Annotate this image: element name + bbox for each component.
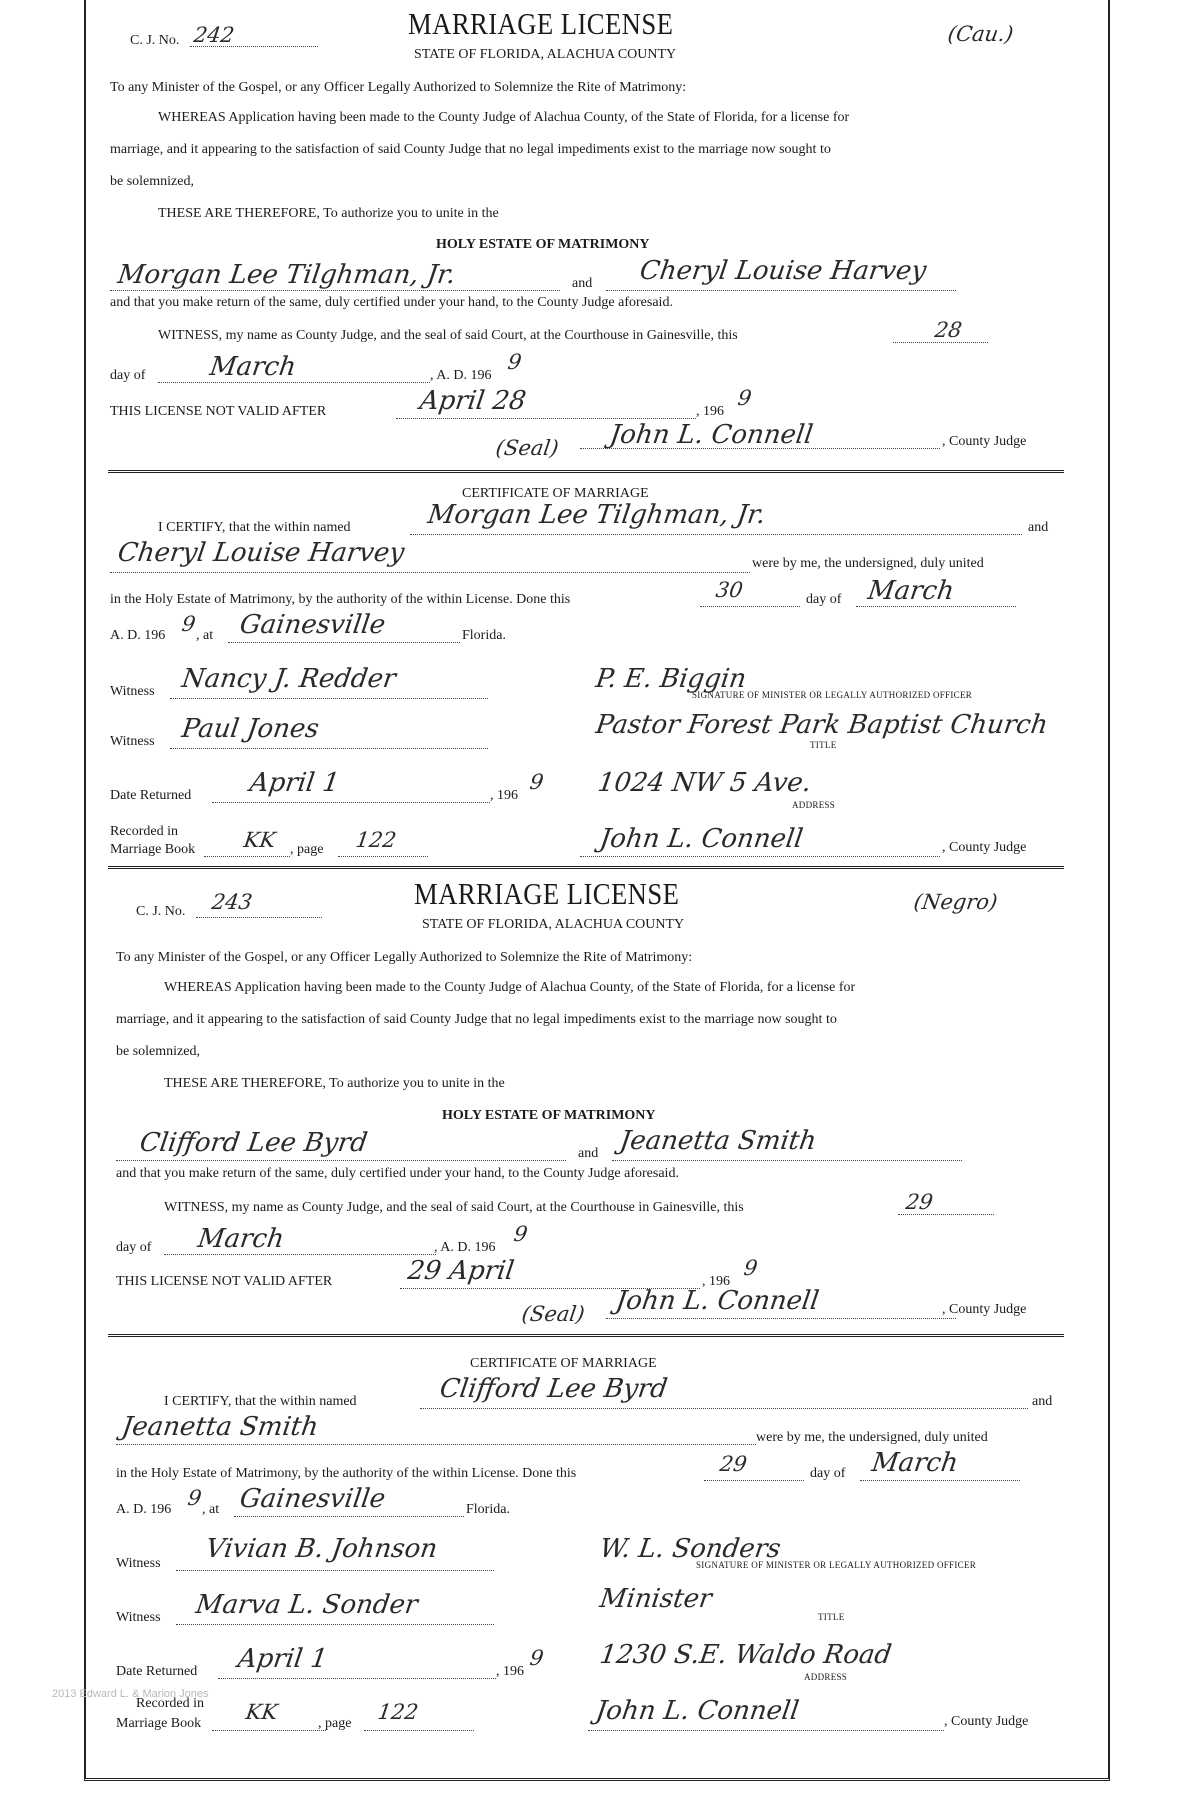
cj-label: C. J. No. [136,904,186,919]
day-of-label-2: day of [810,1466,846,1481]
and-label: and [572,276,593,291]
signature-label: SIGNATURE OF MINISTER OR LEGALLY AUTHORIZED OFFICER [696,1560,977,1570]
witness-label-1: Witness [110,684,155,699]
section-divider [108,470,1064,473]
these-are-therefore: THESE ARE THEREFORE, To authorize you to unite in the [158,206,499,221]
date-returned-label: Date Returned [110,788,192,803]
not-valid-label: THIS LICENSE NOT VALID AFTER [110,404,327,419]
page-number: 122 [354,828,398,852]
county-judge-signature-2: John L. Connell [593,1696,801,1726]
witness-label-2: Witness [110,734,155,749]
done-month: March [865,576,956,606]
whereas-line-3: be solemnized, [110,174,194,189]
returned-year-digit: 9 [528,1646,546,1670]
bride-name: Jeanetta Smith [617,1126,819,1156]
day-of-label: day of [110,368,146,383]
witness-1-signature: Nancy J. Redder [179,664,398,694]
witness-label-1: Witness [116,1556,161,1571]
return-line: and that you make return of the same, duly certified under your hand, to the County Judge aforesaid. [116,1166,679,1181]
county-judge-label-2: , County Judge [942,840,1027,855]
officer-title: Pastor Forest Park Baptist Church [593,710,1050,740]
valid-year-digit: 9 [736,386,754,410]
license-subtitle: STATE OF FLORIDA, ALACHUA COUNTY [422,917,685,932]
seal-mark: (Seal) [494,436,561,460]
witness-1-signature: Vivian B. Johnson [203,1534,440,1564]
done-day: 30 [714,578,745,602]
county-judge-label: , County Judge [942,434,1027,449]
address-label: ADDRESS [804,1672,848,1682]
book-number: KK [242,828,278,852]
book-number: KK [244,1700,280,1724]
holy-estate-heading: HOLY ESTATE OF MATRIMONY [436,237,650,252]
marriage-book-label: Marriage Book [110,842,196,857]
officer-signature: P. E. Biggin [593,664,749,694]
were-by-me: were by me, the undersigned, duly united [752,556,984,571]
whereas-line-1: WHEREAS Application having been made to the County Judge of Alachua County, of the State of Florida, for a license for [164,980,856,995]
certificate-title: CERTIFICATE OF MARRIAGE [470,1356,657,1371]
ad-label-2: A. D. 196 [110,628,166,643]
bride-name: Cheryl Louise Harvey [637,256,929,286]
holy-estate-line: in the Holy Estate of Matrimony, by the authority of the within License. Done this [116,1466,577,1481]
to-line: To any Minister of the Gospel, or any Officer Legally Authorized to Solemnize the Rite of Matrimony: [110,80,687,95]
witness-line: WITNESS, my name as County Judge, and the seal of said Court, at the Courthouse in Gainesville, this [158,328,738,343]
day-of-label: day of [116,1240,152,1255]
county-judge-signature: John L. Connell [607,420,815,450]
page-label: , page [318,1716,352,1731]
certificate-and: and [1032,1394,1053,1409]
seal-mark: (Seal) [520,1302,587,1326]
ad-label: , A. D. 196 [434,1240,496,1255]
valid-until-date: 29 April [405,1256,516,1286]
officer-signature: W. L. Sonders [597,1534,783,1564]
whereas-line-1: WHEREAS Application having been made to the County Judge of Alachua County, of the State of Florida, for a license for [158,110,850,125]
date-returned: April 1 [247,768,342,798]
valid-year-prefix: , 196 [702,1274,730,1289]
marriage-book-label: Marriage Book [116,1716,202,1731]
county-judge-signature: John L. Connell [613,1286,821,1316]
title-label: TITLE [810,740,837,750]
returned-year-digit: 9 [528,770,546,794]
done-day: 29 [718,1452,749,1476]
i-certify-label: I CERTIFY, that the within named [158,520,351,535]
and-label: and [578,1146,599,1161]
marriage-place: Gainesville [237,610,388,640]
license-month: March [207,352,298,382]
florida-label: Florida. [466,1502,510,1517]
done-year-digit: 9 [180,612,198,636]
florida-label: Florida. [462,628,506,643]
returned-year-prefix: , 196 [490,788,518,803]
valid-until-date: April 28 [417,386,528,416]
license-subtitle: STATE OF FLORIDA, ALACHUA COUNTY [414,47,677,62]
year-digit: 9 [506,350,524,374]
whereas-line-2: marriage, and it appearing to the satisfaction of said County Judge that no legal impediments exist to the marriage now sought to [110,142,831,157]
officer-title: Minister [597,1584,714,1614]
signature-label: SIGNATURE OF MINISTER OR LEGALLY AUTHORIZED OFFICER [692,690,973,700]
holy-estate-heading: HOLY ESTATE OF MATRIMONY [442,1108,656,1123]
day-of-label-2: day of [806,592,842,607]
officer-address: 1230 S.E. Waldo Road [597,1640,894,1670]
witness-line: WITNESS, my name as County Judge, and the seal of said Court, at the Courthouse in Gainesville, this [164,1200,744,1215]
license-title: MARRIAGE LICENSE [408,6,674,41]
page-number: 122 [376,1700,420,1724]
witness-2-signature: Marva L. Sonder [193,1590,420,1620]
section-divider [108,866,1064,869]
at-label: , at [196,628,214,643]
returned-year-prefix: , 196 [496,1664,524,1679]
cj-number: 243 [210,890,254,914]
recorded-in-label: Recorded in [110,824,179,839]
cj-label: C. J. No. [130,33,180,48]
whereas-line-2: marriage, and it appearing to the satisfaction of said County Judge that no legal impediments exist to the marriage now sought to [116,1012,837,1027]
county-judge-label-2: , County Judge [944,1714,1029,1729]
copyright-watermark: 2013 Edward L. & Marion Jones [52,1688,209,1700]
section-divider [108,1334,1064,1337]
year-digit: 9 [512,1222,530,1246]
valid-year-digit: 9 [742,1256,760,1280]
whereas-line-3: be solemnized, [116,1044,200,1059]
recorded-in-label: Recorded in [136,1696,205,1711]
certificate-groom: Clifford Lee Byrd [437,1374,670,1404]
race-note: (Cau.) [946,22,1015,46]
certificate-bride: Jeanetta Smith [119,1412,321,1442]
marriage-place: Gainesville [237,1484,388,1514]
done-year-digit: 9 [186,1486,204,1510]
return-line: and that you make return of the same, duly certified under your hand, to the County Judge aforesaid. [110,295,673,310]
license-title: MARRIAGE LICENSE [414,876,680,911]
not-valid-label: THIS LICENSE NOT VALID AFTER [116,1274,333,1289]
witness-2-signature: Paul Jones [179,714,321,744]
license-month: March [195,1224,286,1254]
ad-label: , A. D. 196 [430,368,492,383]
groom-name: Morgan Lee Tilghman, Jr. [115,260,458,290]
witness-day: 28 [933,318,964,342]
certificate-bride: Cheryl Louise Harvey [115,538,407,568]
certificate-groom: Morgan Lee Tilghman, Jr. [425,500,768,530]
race-note: (Negro) [912,890,1000,914]
address-label: ADDRESS [792,800,836,810]
holy-estate-line: in the Holy Estate of Matrimony, by the authority of the within License. Done this [110,592,571,607]
county-judge-signature-2: John L. Connell [597,824,805,854]
page-label: , page [290,842,324,857]
valid-year-prefix: , 196 [696,404,724,419]
these-are-therefore: THESE ARE THEREFORE, To authorize you to unite in the [164,1076,505,1091]
certificate-and: and [1028,520,1049,535]
to-line: To any Minister of the Gospel, or any Officer Legally Authorized to Solemnize the Rite of Matrimony: [116,950,693,965]
done-month: March [869,1448,960,1478]
groom-name: Clifford Lee Byrd [137,1128,370,1158]
witness-label-2: Witness [116,1610,161,1625]
certificate-title: CERTIFICATE OF MARRIAGE [462,486,649,501]
witness-day: 29 [904,1190,935,1214]
officer-address: 1024 NW 5 Ave. [595,768,814,798]
date-returned-label: Date Returned [116,1664,198,1679]
title-label: TITLE [818,1612,845,1622]
cj-number: 242 [192,23,236,47]
county-judge-label: , County Judge [942,1302,1027,1317]
ad-label-2: A. D. 196 [116,1502,172,1517]
at-label: , at [202,1502,220,1517]
date-returned: April 1 [235,1644,330,1674]
i-certify-label: I CERTIFY, that the within named [164,1394,357,1409]
were-by-me: were by me, the undersigned, duly united [756,1430,988,1445]
